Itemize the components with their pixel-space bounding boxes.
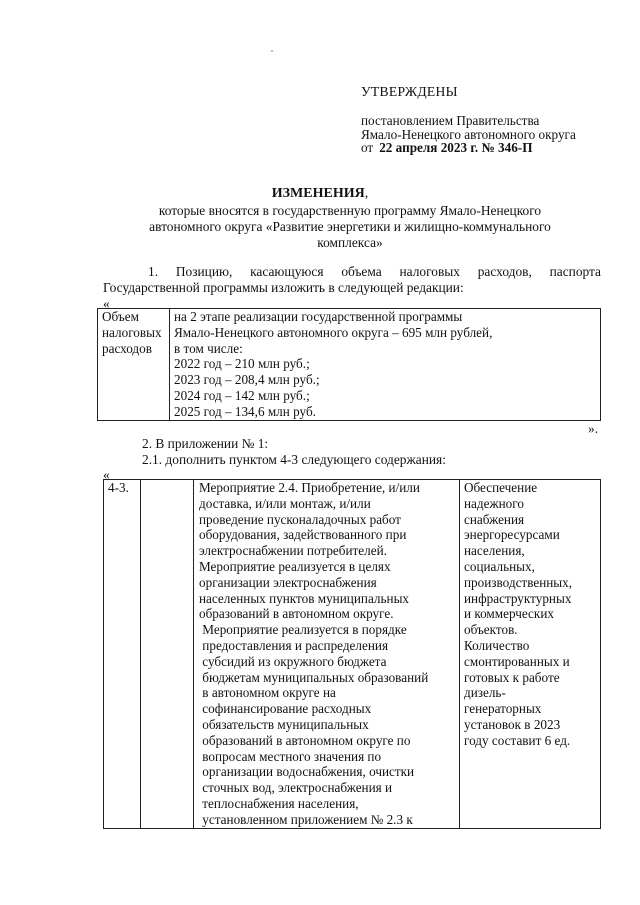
approved-heading: УТВЕРЖДЕНЫ — [361, 84, 458, 99]
cell-line: сточных вод, электроснабжения и — [199, 780, 393, 796]
subtitle-line-1: которые вносятся в государственную программу Ямало-Ненецкого — [158, 203, 542, 218]
cell-line: инфраструктурных — [464, 590, 572, 606]
description-cell — [194, 480, 460, 829]
cell-line: организации водоснабжения, очистки — [199, 764, 415, 780]
value-cell — [170, 309, 601, 421]
cell-line: Мероприятие 2.4. Приобретение, и/или — [199, 480, 420, 495]
approved-by-line-1: постановлением Правительства — [361, 113, 540, 128]
approved-by-line-2: Ямало-Ненецкого автономного округа — [361, 127, 576, 142]
cell-line: Мероприятие реализуется в порядке — [199, 622, 407, 638]
subtitle-line-2: автономного округа «Развитие энергетики и жилищно-коммунального — [149, 219, 551, 234]
open-quote-1: « — [103, 296, 110, 311]
paragraph-1-line-1: 1. Позицию, касающуюся объема налоговых расходов, паспорта — [148, 264, 601, 279]
cell-line: предоставления и распределения — [199, 637, 389, 653]
cell-line: бюджетам муниципальных образований — [199, 669, 429, 685]
cell-line: объектов. — [464, 622, 518, 638]
value-line: на 2 этапе реализации государственной программы — [174, 309, 463, 324]
cell-line: социальных, — [464, 558, 535, 574]
cell-line: проведение пусконаладочных работ — [199, 511, 401, 527]
cell-line: готовых к работе — [464, 669, 560, 685]
cell-line: населенных пунктов муниципальных — [199, 590, 410, 606]
cell-line: образований в автономном округе. — [199, 606, 394, 622]
cell-line: доставка, и/или монтаж, и/или — [199, 495, 371, 511]
cell-line: Обеспечение — [464, 480, 538, 495]
value-line: 2023 год – 208,4 млн руб.; — [174, 372, 320, 388]
table-row — [98, 309, 601, 421]
cell-line: оборудования, задействованного при — [199, 527, 407, 543]
program-measures-table — [103, 479, 601, 829]
label-line: Объем — [102, 309, 139, 324]
cell-line: установленном приложением № 2.3 к — [199, 811, 413, 827]
cell-line: теплоснабжения населения, — [199, 795, 359, 811]
approval-date — [361, 140, 532, 156]
cell-line: в автономном округе на — [199, 685, 336, 701]
cell-line: производственных, — [464, 574, 573, 590]
title-comma: , — [364, 186, 369, 201]
value-line: 2025 год – 134,6 млн руб. — [174, 403, 316, 419]
cell-line: Мероприятие реализуется в целях — [199, 558, 391, 574]
label-cell — [98, 309, 170, 421]
open-quote-2: « — [103, 467, 110, 482]
date-prefix: от — [361, 140, 374, 155]
cell-line: населения, — [464, 543, 525, 559]
cell-line: установок в 2023 — [464, 716, 561, 732]
table-row — [104, 480, 601, 829]
paragraph-2-1: 2.1. дополнить пунктом 4-3 следующего содержания: — [142, 452, 446, 467]
value-line: Ямало-Ненецкого автономного округа – 695 млн рублей, — [174, 324, 493, 340]
paragraph-2: 2. В приложении № 1: — [142, 436, 269, 451]
close-quote-1: ». — [588, 421, 599, 436]
cell-line: надежного — [464, 495, 524, 511]
title-bold: ИЗМЕНЕНИЯ — [271, 186, 365, 201]
cell-line: электроснабжении потребителей. — [199, 543, 387, 559]
paragraph-1-line-2: Государственной программы изложить в следующей редакции: — [103, 280, 464, 295]
label-line: налоговых — [102, 324, 162, 340]
cell-line: образований в автономном округе по — [199, 732, 411, 748]
label-line: расходов — [102, 340, 152, 356]
cell-line: году составит 6 ед. — [464, 732, 571, 748]
cell-line: генераторных — [464, 701, 542, 717]
cell-line: софинансирование расходных — [199, 701, 372, 717]
cell-line: смонтированных и — [464, 653, 570, 669]
value-line: в том числе: — [174, 340, 243, 356]
result-cell — [460, 480, 601, 829]
cell-line: субсидий из окружного бюджета — [199, 653, 387, 669]
cell-line: обязательств муниципальных — [199, 716, 369, 732]
value-line: 2024 год – 142 млн руб.; — [174, 387, 310, 403]
number-cell: 4-3. — [104, 480, 141, 829]
cell-line: организации электроснабжения — [199, 574, 377, 590]
cell-line: и коммерческих — [464, 606, 554, 622]
value-line: 2022 год – 210 млн руб.; — [174, 356, 310, 372]
tax-expenditure-table — [97, 308, 601, 421]
subtitle-line-3: комплекса» — [317, 235, 383, 250]
cell-line: дизель- — [464, 685, 506, 701]
scan-speck — [271, 50, 273, 52]
cell-line: энергоресурсами — [464, 527, 560, 543]
document-title — [0, 186, 640, 202]
cell-line: снабжения — [464, 511, 525, 527]
date-value: 22 апреля 2023 г. № 346-П — [379, 140, 533, 155]
empty-cell — [141, 480, 194, 829]
cell-line: Количество — [464, 637, 530, 653]
cell-line: вопросам местного значения по — [199, 748, 382, 764]
